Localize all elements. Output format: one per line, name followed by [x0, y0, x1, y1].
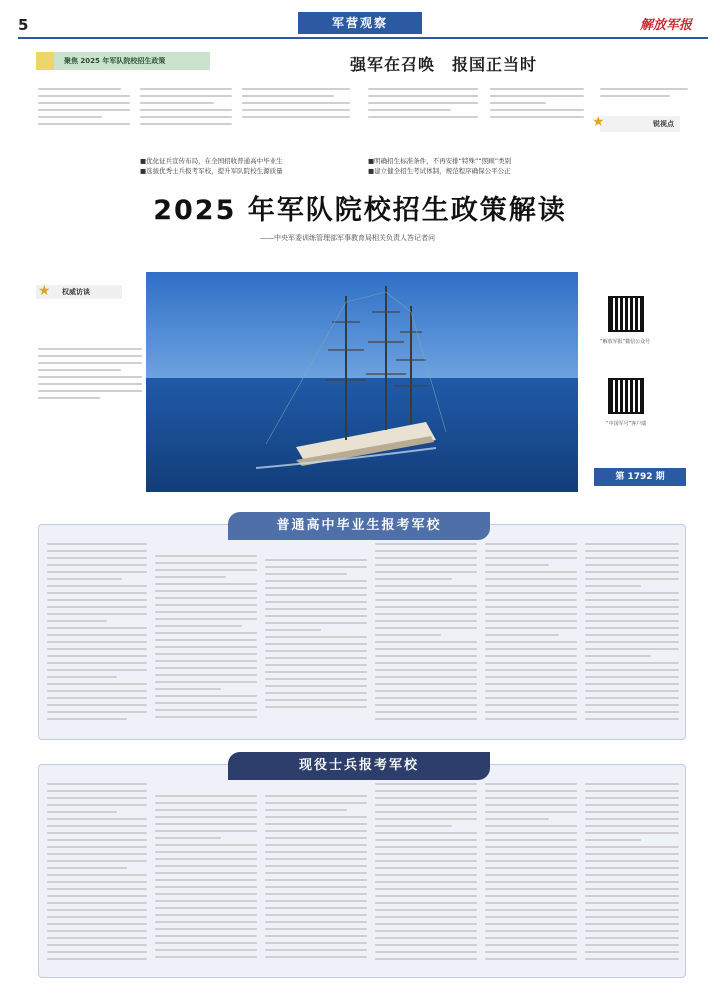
sailing-ship-photo [146, 272, 578, 492]
panel-title: 普通高中毕业生报考军校 [228, 512, 490, 540]
section-label: 军营观察 [298, 12, 422, 34]
page-number: 5 [18, 16, 29, 34]
qr-code[interactable] [608, 378, 644, 414]
topic-tag: 聚焦 2025 年军队院校招生政策 [36, 52, 210, 70]
authority-tag: 权威访谈 [36, 285, 122, 299]
masthead-logo: 解放军报 [640, 18, 693, 33]
panel-title: 现役士兵报考军校 [228, 752, 490, 780]
main-subtitle: ——中央军委训练管理部军事教育局相关负责人答记者问 [260, 234, 435, 242]
text-column [242, 88, 350, 123]
text-column [368, 88, 478, 123]
text-column [600, 88, 688, 102]
text-column [38, 88, 130, 130]
qr-caption: “中国军号”客户端 [606, 421, 647, 427]
text-column [140, 88, 232, 130]
side-tag: 锐视点 [600, 116, 680, 132]
summary-bullets-left: ■优化征兵宣传布局，在全国招收普通高中毕业生 ■选拔优秀士兵报考军校，提升军队院校生源质量 [140, 157, 283, 175]
top-headline: 强军在召唤 报国正当时 [350, 55, 538, 74]
summary-bullets-right: ■明确招生标准条件，不再安排“特殊”“照顾”类别 ■建立健全招生考试体制，规范程序确保公平公正 [368, 157, 512, 175]
article-panel [38, 524, 686, 740]
article-panel [38, 764, 686, 978]
qr-caption: “解放军报”微信公众号 [600, 339, 651, 345]
star-icon: ★ [38, 283, 51, 299]
issue-number: 第 1792 期 [594, 468, 686, 486]
star-icon: ★ [592, 114, 605, 130]
intro-text [38, 304, 142, 404]
qr-code[interactable] [608, 296, 644, 332]
text-column [490, 88, 584, 123]
header-rule [18, 37, 708, 39]
main-title: 2025 年军队院校招生政策解读 [153, 195, 567, 226]
